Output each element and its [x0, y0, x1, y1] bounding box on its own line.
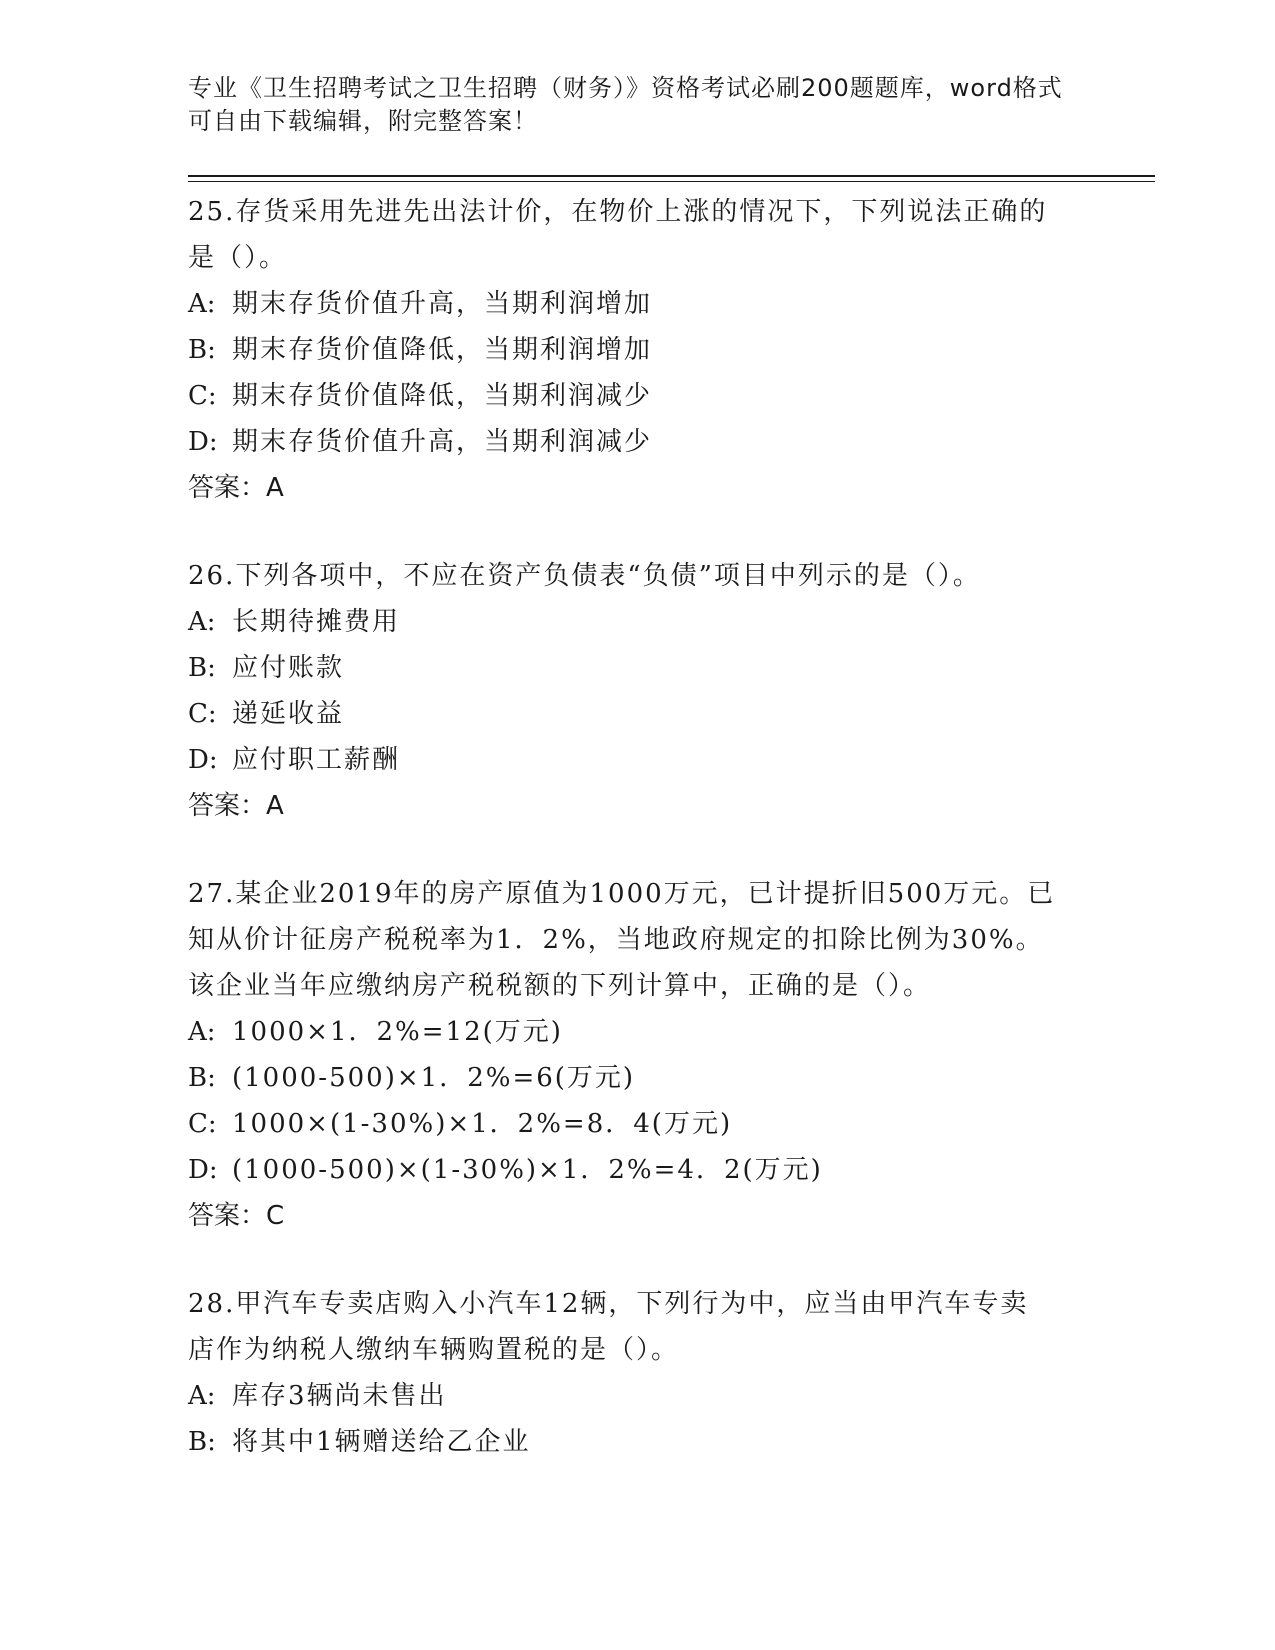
- document-header: [188, 72, 1088, 138]
- question-block: [188, 189, 1088, 511]
- option-text: 长期待摊费用: [232, 607, 401, 637]
- option-text: 应付账款: [232, 653, 345, 683]
- answer-option: [188, 373, 1088, 419]
- option-text: (1000-500)×1．2%=6(万元): [232, 1063, 636, 1093]
- option-text: 递延收益: [232, 699, 345, 729]
- answer-line: 答案：A: [188, 473, 284, 503]
- option-letter: B:: [188, 653, 216, 683]
- question-stem-line: 26.下列各项中，不应在资产负债表“负债”项目中列示的是（）。: [188, 561, 981, 591]
- option-letter: B:: [188, 335, 216, 365]
- answer-option: [188, 281, 1088, 327]
- answer-option: [188, 1055, 1088, 1101]
- question-stem-line: 知从价计征房产税税率为1．2%，当地政府规定的扣除比例为30%。: [188, 925, 1044, 955]
- option-letter: A:: [188, 289, 216, 319]
- option-text: 应付职工薪酬: [232, 745, 401, 775]
- option-letter: B:: [188, 1427, 216, 1457]
- option-letter: C:: [188, 381, 217, 411]
- option-text: 期末存货价值升高，当期利润减少: [232, 427, 653, 457]
- answer-line: 答案：C: [188, 1201, 285, 1231]
- option-letter: A:: [188, 1017, 216, 1047]
- header-divider-thick: [188, 175, 1155, 177]
- question-block: [188, 553, 1088, 829]
- answer-option: [188, 1419, 1088, 1465]
- answer-option: [188, 691, 1088, 737]
- answer-option: [188, 327, 1088, 373]
- option-letter: A:: [188, 607, 216, 637]
- option-letter: C:: [188, 1109, 217, 1139]
- option-letter: A:: [188, 1381, 216, 1411]
- option-letter: C:: [188, 699, 217, 729]
- question-stem-line: 25.存货采用先进先出法计价，在物价上涨的情况下，下列说法正确的: [188, 197, 1048, 227]
- answer-option: [188, 1147, 1088, 1193]
- option-text: 期末存货价值升高，当期利润增加: [232, 289, 653, 319]
- answer-option: [188, 1373, 1088, 1419]
- question-stem-line: 店作为纳税人缴纳车辆购置税的是（）。: [188, 1335, 680, 1365]
- answer-option: [188, 737, 1088, 783]
- question-stem-line: 该企业当年应缴纳房产税税额的下列计算中，正确的是（）。: [188, 971, 932, 1001]
- header-line-1: 专业《卫生招聘考试之卫生招聘（财务）》资格考试必刷200题题库，word格式: [188, 74, 1063, 102]
- question-stem-line: 是（）。: [188, 243, 288, 273]
- question-block: [188, 871, 1088, 1239]
- question-stem-line: 28.甲汽车专卖店购入小汽车12辆，下列行为中，应当由甲汽车专卖: [188, 1289, 1029, 1319]
- answer-option: [188, 1009, 1088, 1055]
- answer-option: [188, 645, 1088, 691]
- question-block: [188, 1281, 1088, 1465]
- option-letter: D:: [188, 745, 218, 775]
- option-text: 期末存货价值降低，当期利润减少: [232, 381, 653, 411]
- option-text: (1000-500)×(1-30%)×1．2%=4．2(万元): [232, 1155, 823, 1185]
- header-divider-thin: [188, 181, 1155, 182]
- option-text: 库存3辆尚未售出: [232, 1381, 447, 1411]
- option-text: 期末存货价值降低，当期利润增加: [232, 335, 653, 365]
- answer-option: [188, 419, 1088, 465]
- question-stem-line: 27.某企业2019年的房产原值为1000万元，已计提折旧500万元。已: [188, 879, 1056, 909]
- option-letter: B:: [188, 1063, 216, 1093]
- answer-option: [188, 1101, 1088, 1147]
- option-text: 1000×1．2%=12(万元): [232, 1017, 563, 1047]
- header-line-2: 可自由下载编辑，附完整答案！: [188, 107, 538, 135]
- option-text: 1000×(1-30%)×1．2%=8．4(万元): [232, 1109, 733, 1139]
- option-letter: D:: [188, 427, 218, 457]
- answer-line: 答案：A: [188, 791, 284, 821]
- option-letter: D:: [188, 1155, 218, 1185]
- answer-option: [188, 599, 1088, 645]
- option-text: 将其中1辆赠送给乙企业: [232, 1427, 531, 1457]
- question-list: [188, 189, 1088, 1507]
